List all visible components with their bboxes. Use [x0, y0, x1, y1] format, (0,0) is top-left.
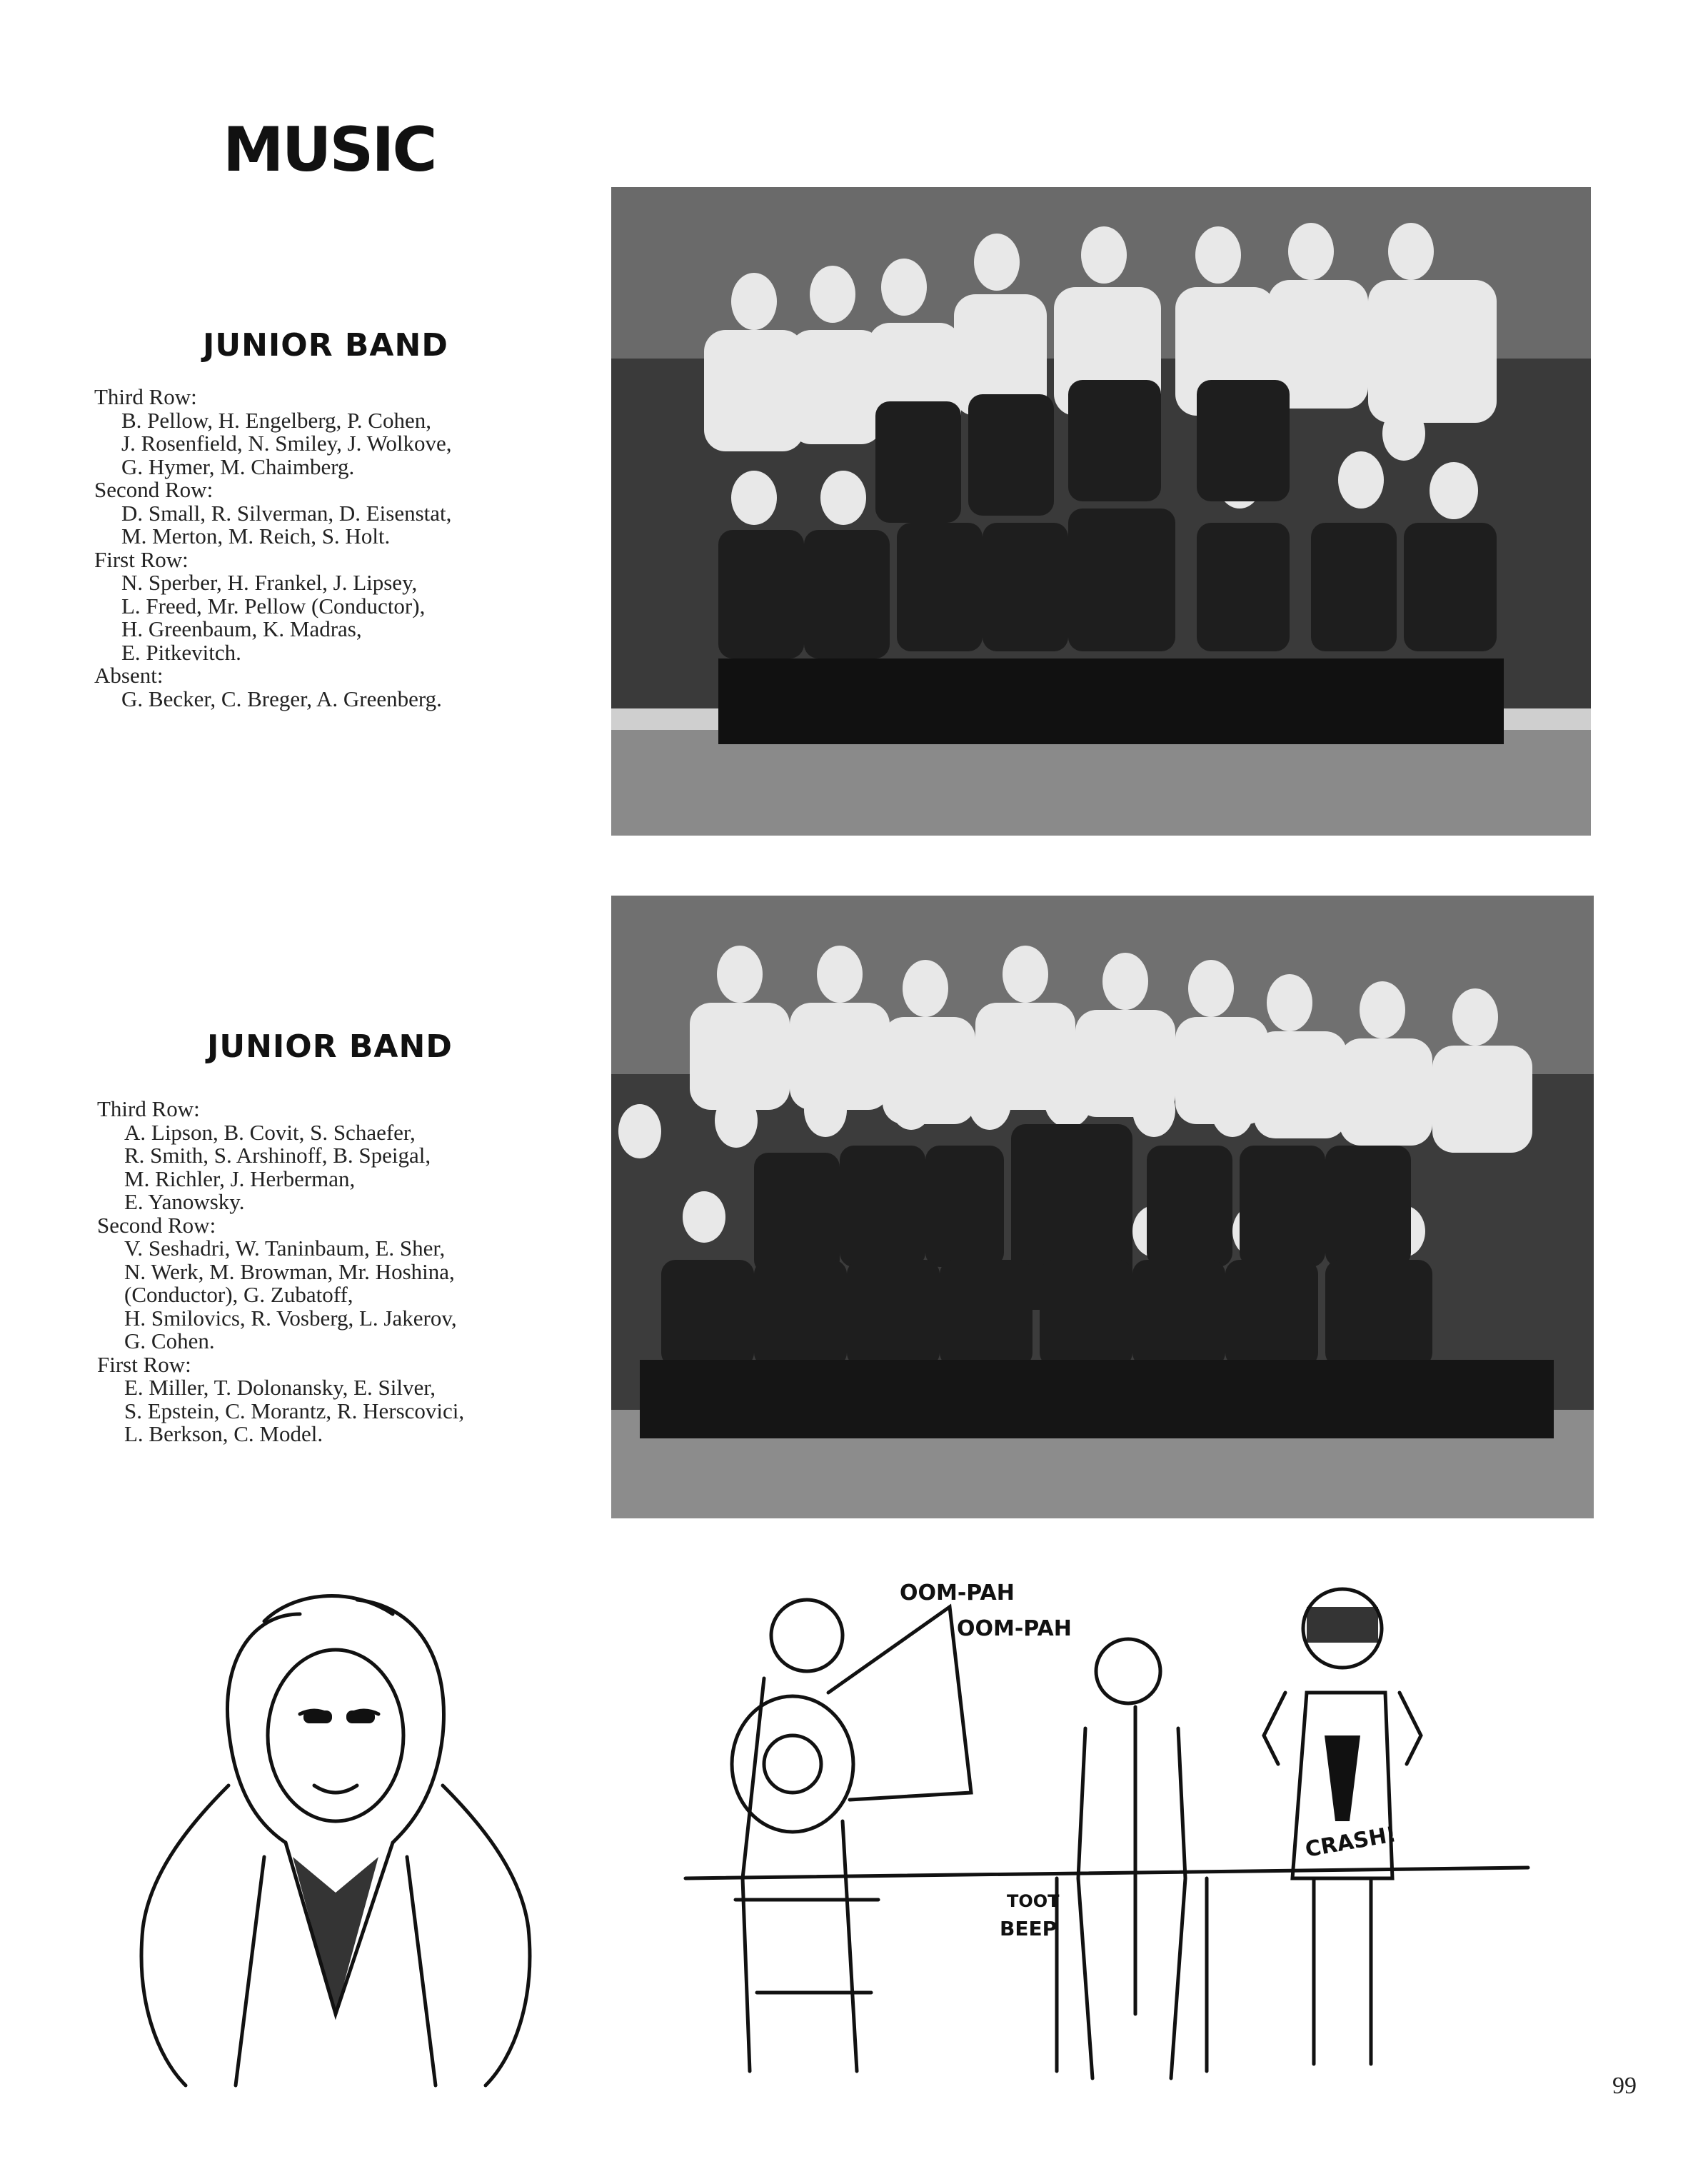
- cartoon-sound-3: TOOT: [1007, 1891, 1060, 1911]
- row-label: Third Row:: [94, 384, 197, 409]
- roster-1: [94, 386, 580, 711]
- band-photo-1-image: [611, 187, 1591, 836]
- page-number: 99: [1612, 2073, 1637, 2099]
- row-label: Second Row:: [97, 1212, 216, 1238]
- band-photo-2-image: [611, 896, 1594, 1518]
- band-photo-2: [611, 896, 1594, 1518]
- row-names: A. Lipson, B. Covit, S. Schaefer, R. Smith, S. Arshinoff, B. Speigal, M. Richler, J. Herberman, E. Yanowsky.: [124, 1119, 431, 1214]
- row-names: E. Miller, T. Dolonansky, E. Silver, S. Epstein, C. Morantz, R. Herscovici, L. Berkson, C. Model.: [124, 1375, 465, 1446]
- cartoon-sound-2: OOM-PAH: [957, 1616, 1072, 1641]
- band-cartoon: [678, 1564, 1535, 2121]
- cartoon-sound-5: CRASH!: [1303, 1822, 1399, 1863]
- girl-sketch-image: [121, 1571, 586, 2093]
- row-names: N. Sperber, H. Frankel, J. Lipsey, L. Freed, Mr. Pellow (Conductor), H. Greenbaum, K. Madras, E. Pitkevitch.: [121, 570, 426, 665]
- girl-sketch: [121, 1571, 586, 2093]
- band-photo-1: [611, 187, 1591, 836]
- row-names: B. Pellow, H. Engelberg, P. Cohen, J. Rosenfield, N. Smiley, J. Wolkove, G. Hymer, M. Chaimberg.: [121, 407, 452, 479]
- row-label: Absent:: [94, 663, 164, 688]
- row-names: D. Small, R. Silverman, D. Eisenstat, M. Merton, M. Reich, S. Holt.: [121, 500, 452, 548]
- row-label: First Row:: [94, 546, 189, 572]
- row-label: First Row:: [97, 1351, 191, 1377]
- row-names: G. Becker, C. Breger, A. Greenberg.: [121, 686, 442, 711]
- row-names: V. Seshadri, W. Taninbaum, E. Sher, N. Werk, M. Browman, Mr. Hoshina, (Conductor), G. Zubatoff, H. Smilovics, R. Vosberg, L. Jakerov, G. Cohen.: [124, 1236, 457, 1353]
- page-title: MUSIC: [223, 114, 436, 186]
- section-heading-1: JUNIOR BAND: [203, 327, 448, 364]
- roster-2: [97, 1098, 597, 1446]
- row-label: Second Row:: [94, 477, 213, 502]
- cartoon-sound-4: BEEP: [1000, 1917, 1058, 1940]
- cartoon-sound-1: OOM-PAH: [900, 1581, 1015, 1606]
- row-label: Third Row:: [97, 1096, 200, 1121]
- band-cartoon-image: [678, 1564, 1535, 2121]
- section-heading-2: JUNIOR BAND: [207, 1028, 453, 1065]
